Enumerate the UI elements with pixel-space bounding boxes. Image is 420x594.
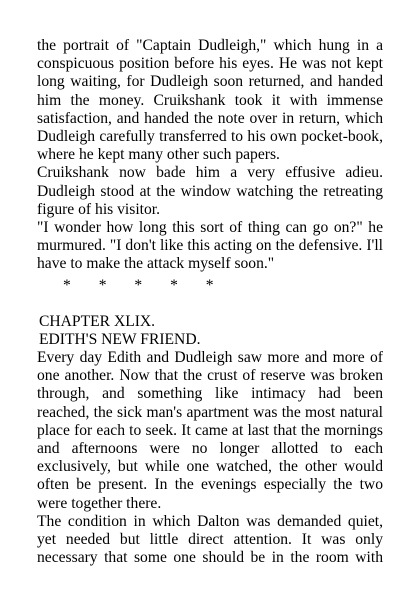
chapter-title: EDITH'S NEW FRIEND. [39, 330, 201, 348]
paragraph-adieu: Cruikshank now bade him a very effusive adieu. Dudleigh stood at the window watching the retreating figure of his visitor. [37, 164, 383, 218]
blank-line [37, 295, 383, 313]
book-page [37, 37, 383, 567]
section-separator: * * * * * [63, 276, 214, 294]
paragraph-murmured: "I wonder how long this sort of thing can go on?" he murmured. "I don't like this acting on the defensive. I'll have to make the attack myself soon." [37, 219, 383, 273]
paragraph-condition: The condition in which Dalton was demanded quiet, yet needed but little direct attention. It was only necessary that some one should be in the room with [37, 512, 383, 567]
paragraph-portrait: the portrait of "Captain Dudleigh," which hung in a conspicuous position before his eyes. He was not kept long waiting, for Dudleigh soon returned, and handed him the money. Cruikshank took it with immense satisfaction, and handed the note over in return, which Dudleigh carefully transferred to his own pocket-book, where he kept many other such papers. [37, 37, 383, 164]
chapter-number: CHAPTER XLIX. [39, 312, 156, 330]
paragraph-every-day: Every day Edith and Dudleigh saw more and more of one another. Now that the crust of reserve was broken through, and something like intimacy had been reached, the sick man's apartment was the most natural place for each to seek. It came at last that the mornings and afternoons were no longer allotted to each exclusively, but while one watched, the other would often be present. In the evenings especially the two were together there. [37, 349, 383, 512]
